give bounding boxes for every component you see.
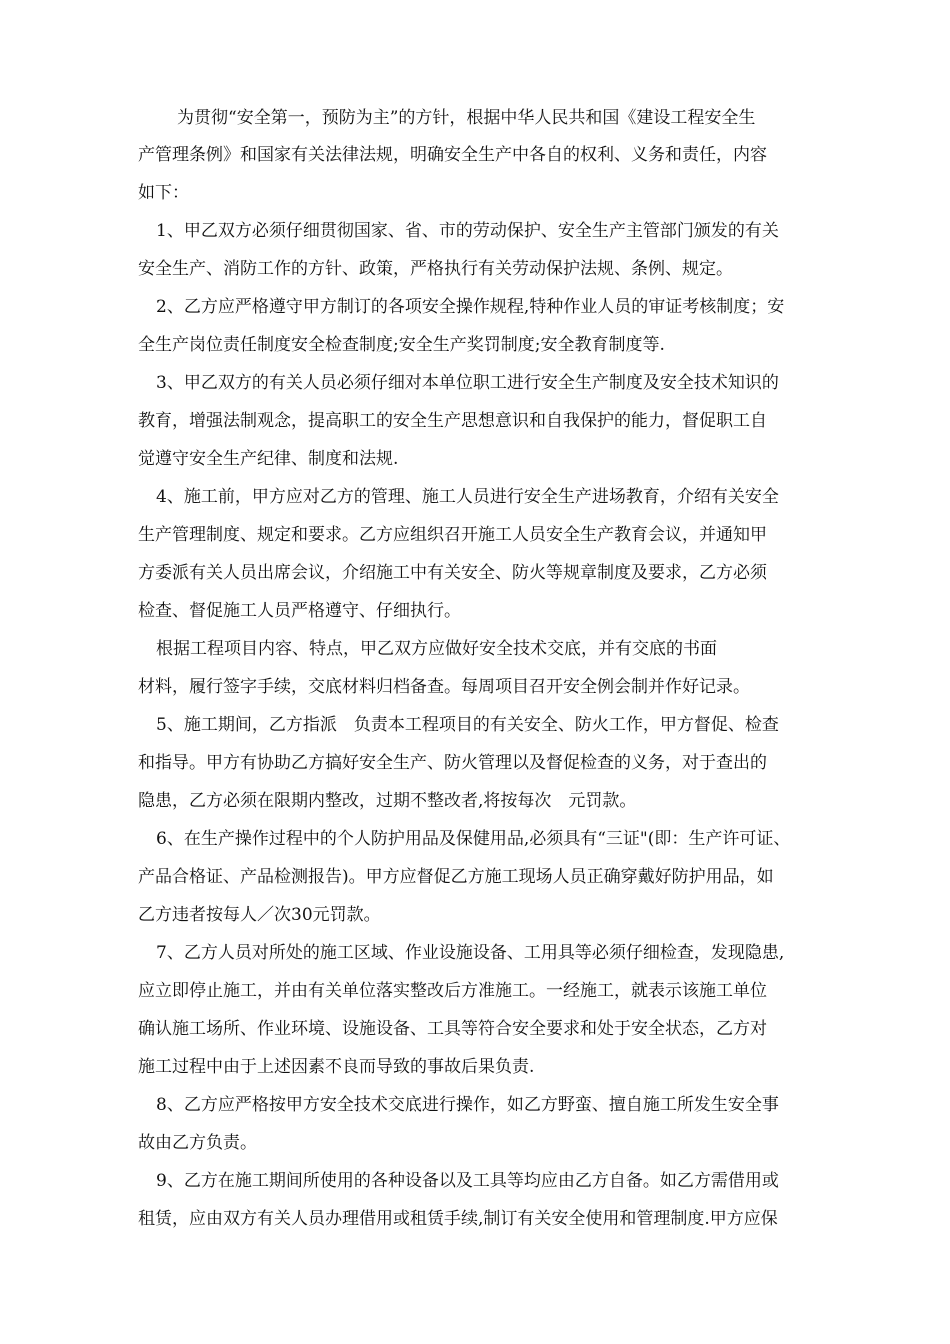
text-line: 乙方违者按每人／次30元罚款。 xyxy=(138,905,381,925)
text-line: 生产管理制度、规定和要求。乙方应组织召开施工人员安全生产教育会议，并通知甲 xyxy=(138,525,767,545)
text-line: 1、甲乙双方必须仔细贯彻国家、省、市的劳动保护、安全生产主管部门颁发的有关 xyxy=(156,221,779,241)
text-line: 安全生产、消防工作的方针、政策，严格执行有关劳动保护法规、条例、规定。 xyxy=(138,259,733,279)
text-line: 2、乙方应严格遵守甲方制订的各项安全操作规程,特种作业人员的审证考核制度；安 xyxy=(156,297,785,317)
text-line: 材料，履行签字手续，交底材料归档备查。每周项目召开安全例会制并作好记录。 xyxy=(138,677,750,697)
text-line: 6、在生产操作过程中的个人防护用品及保健用品,必须具有“三证"(即：生产许可证、 xyxy=(156,829,791,849)
text-line: 9、乙方在施工期间所使用的各种设备以及工具等均应由乙方自备。如乙方需借用或 xyxy=(156,1171,779,1191)
text-line: 如下： xyxy=(138,183,189,203)
text-line: 8、乙方应严格按甲方安全技术交底进行操作，如乙方野蛮、擅自施工所发生安全事 xyxy=(156,1095,779,1115)
text-line: 租赁，应由双方有关人员办理借用或租赁手续,制订有关安全使用和管理制度.甲方应保 xyxy=(138,1209,778,1229)
text-line: 产管理条例》和国家有关法律法规，明确安全生产中各自的权利、义务和责任，内容 xyxy=(138,145,767,165)
text-line: 教育，增强法制观念，提高职工的安全生产思想意识和自我保护的能力，督促职工自 xyxy=(138,411,767,431)
text-line: 施工过程中由于上述因素不良而导致的事故后果负责. xyxy=(138,1057,535,1077)
text-line: 隐患，乙方必须在限期内整改，过期不整改者,将按每次 元罚款。 xyxy=(138,791,637,811)
text-line: 故由乙方负责。 xyxy=(138,1133,257,1153)
text-line: 根据工程项目内容、特点，甲乙双方应做好安全技术交底，并有交底的书面 xyxy=(156,639,717,659)
text-line: 7、乙方人员对所处的施工区域、作业设施设备、工用具等必须仔细检查，发现隐患, xyxy=(156,943,785,963)
text-line: 方委派有关人员出席会议，介绍施工中有关安全、防火等规章制度及要求，乙方必须 xyxy=(138,563,767,583)
text-line: 5、施工期间，乙方指派 负责本工程项目的有关安全、防火工作，甲方督促、检查 xyxy=(156,715,779,735)
text-line: 确认施工场所、作业环境、设施设备、工具等符合安全要求和处于安全状态，乙方对 xyxy=(138,1019,767,1039)
text-line: 产品合格证、产品检测报告)。甲方应督促乙方施工现场人员正确穿戴好防护用品，如 xyxy=(138,867,774,887)
text-line: 和指导。甲方有协助乙方搞好安全生产、防火管理以及督促检查的义务，对于查出的 xyxy=(138,753,767,773)
text-line: 觉遵守安全生产纪律、制度和法规. xyxy=(138,449,399,469)
text-line: 3、甲乙双方的有关人员必须仔细对本单位职工进行安全生产制度及安全技术知识的 xyxy=(156,373,779,393)
text-line: 4、施工前，甲方应对乙方的管理、施工人员进行安全生产进场教育，介绍有关安全 xyxy=(156,487,779,507)
text-line: 应立即停止施工，并由有关单位落实整改后方准施工。一经施工，就表示该施工单位 xyxy=(138,981,767,1001)
text-line: 全生产岗位责任制度安全检查制度;安全生产奖罚制度;安全教育制度等. xyxy=(138,335,665,355)
text-line: 为贯彻“安全第一，预防为主”的方针，根据中华人民共和国《建设工程安全生 xyxy=(177,108,756,128)
text-line: 检查、督促施工人员严格遵守、仔细执行。 xyxy=(138,601,461,621)
